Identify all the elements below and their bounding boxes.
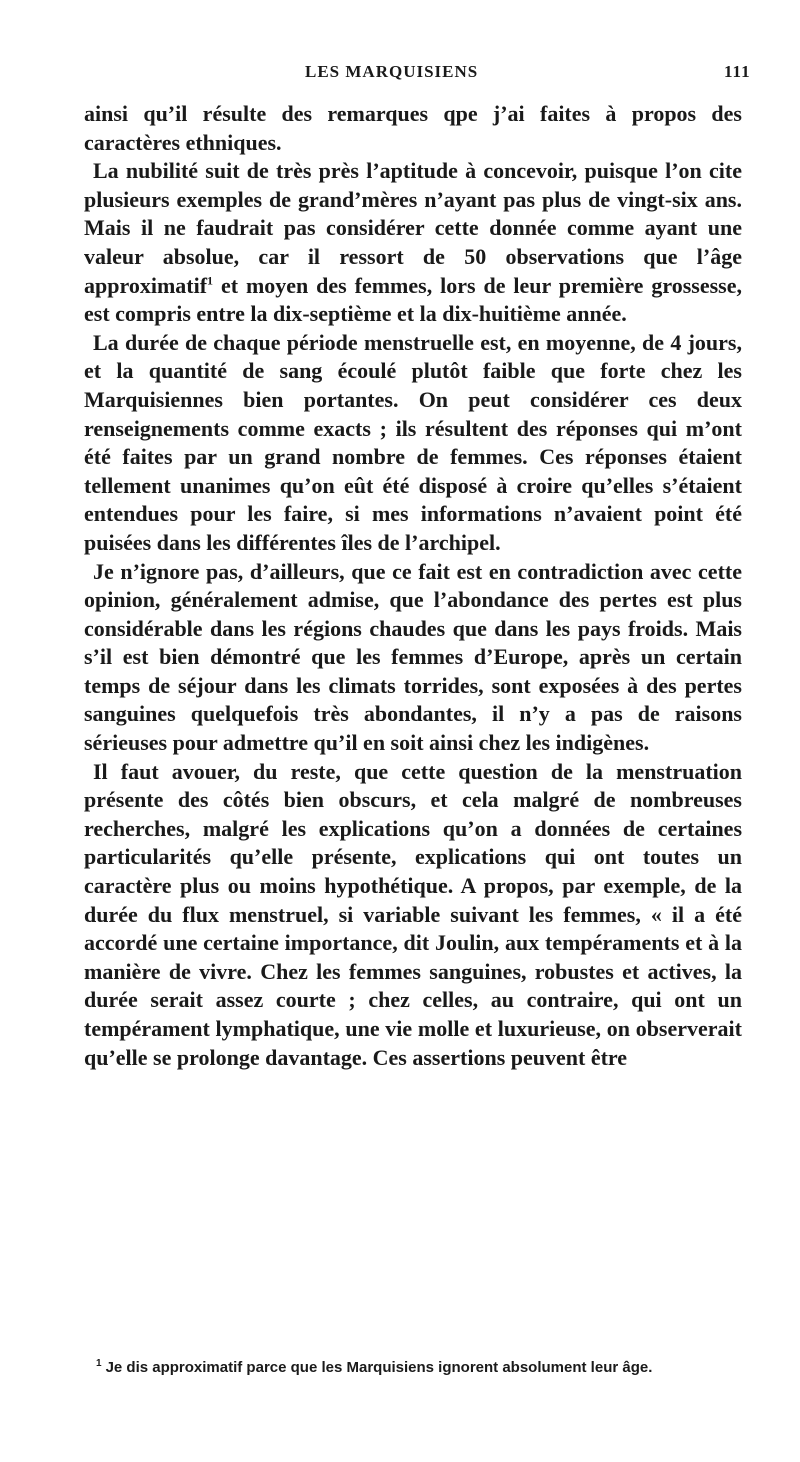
footnote-reference: 1 (207, 273, 214, 288)
body-text (84, 100, 742, 1072)
running-header (0, 62, 800, 92)
paragraph: Il faut avouer, du reste, que cette question de la menstruation présente des côtés bien obscurs, et cela malgré de nombreuses recherches, malgré les explications qu’on a données de certaines particularités qu’elle présente, explications qui ont toutes un caractère plus ou moins hypothétique. A propos, par exemple, de la durée du flux menstruel, si variable suivant les femmes, « il a été accordé une certaine importance, dit Joulin, aux tempéraments et à la manière de vivre. Chez les femmes sanguines, robustes et actives, la durée serait assez courte ; chez celles, au contraire, qui ont un tempérament lymphatique, une vie molle et luxurieuse, on observerait qu’elle se prolonge davantage. Ces assertions peuvent être (84, 758, 742, 1070)
paragraph: La durée de chaque période menstruelle est, en moyenne, de 4 jours, et la quantité de sang écoulé plutôt faible que forte chez les Marquisiennes bien portantes. On peut considérer ces deux renseignements comme exacts ; ils résultent des réponses qui m’ont été faites par un grand nombre de femmes. Ces réponses étaient tellement unanimes qu’on eût été disposé à croire qu’elles s’étaient entendues pour les faire, si mes informations n’avaient point été puisées dans les différentes îles de l’archipel. (84, 329, 742, 555)
footnote-text: Je dis approximatif parce que les Marquisiens ignorent absolument leur âge. (105, 1359, 653, 1376)
paragraph (84, 157, 742, 329)
paragraph: ainsi qu’il résulte des remarques qpe j’ai faites à propos des caractères ethniques. (84, 101, 742, 155)
footnote-mark: 1 (96, 1358, 102, 1369)
page-number: 111 (724, 62, 751, 81)
paragraph-text: et moyen des femmes, lors de leur première grossesse, est compris entre la dix-septième et la dix-huitième année. (84, 272, 742, 327)
paragraph: Je n’ignore pas, d’ailleurs, que ce fait est en contradiction avec cette opinion, généralement admise, que l’abondance des pertes est plus considérable dans les régions chaudes que dans les pays froids. Mais s’il est bien démontré que les femmes d’Europe, après un certain temps de séjour dans les climats torrides, sont exposées à des pertes sanguines quelquefois très abondantes, il n’y a pas de raisons sérieuses pour admettre qu’il en soit ainsi chez les indigènes. (84, 558, 742, 756)
footnote (96, 1354, 756, 1378)
running-title: LES MARQUISIENS (305, 62, 479, 81)
paragraph-text: La nubilité suit de très près l’aptitude à concevoir, puisque l’on cite plusieurs exemples de grand’mères n’ayant pas plus de vingt-six ans. Mais il ne faudrait pas considérer cette donnée comme ayant une valeur absolue, car il ressort de 50 observations que l’âge approximatif (84, 158, 742, 298)
